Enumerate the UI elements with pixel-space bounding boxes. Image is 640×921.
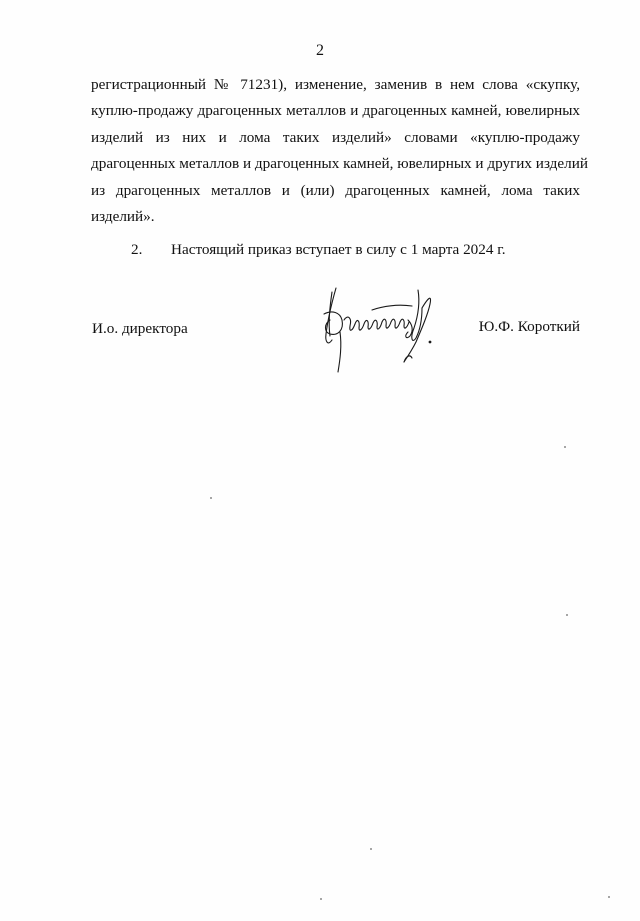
scan-speck	[564, 446, 566, 448]
paragraph-line: изделий».	[91, 208, 155, 226]
paragraph-line: из драгоценных металлов и (или) драгоценных камней, лома таких	[91, 181, 580, 199]
scan-speck	[320, 898, 322, 900]
paragraph-line: куплю-продажу драгоценных металлов и драгоценных камней, ювелирных	[91, 102, 580, 120]
paragraph-line: драгоценных металлов и драгоценных камней, ювелирных и других изделий	[91, 155, 588, 173]
numbered-item	[131, 241, 506, 259]
scan-speck	[566, 614, 568, 616]
signatory-name: Ю.Ф. Короткий	[478, 318, 580, 335]
paragraph-continuation	[91, 72, 588, 230]
signatory-role: И.о. директора	[92, 320, 188, 337]
item-number: 2.	[131, 241, 143, 258]
scan-speck	[370, 848, 372, 850]
scan-speck	[210, 497, 212, 499]
page-number: 2	[316, 42, 324, 59]
handwritten-signature	[318, 284, 448, 376]
scan-speck	[608, 896, 610, 898]
paragraph-line: изделий из них и лома таких изделий» словами «куплю-продажу	[91, 128, 580, 146]
paragraph-line: регистрационный № 71231), изменение, заменив в нем слова «скупку,	[91, 76, 580, 93]
item-text: Настоящий приказ вступает в силу с 1 марта 2024 г.	[171, 241, 506, 258]
